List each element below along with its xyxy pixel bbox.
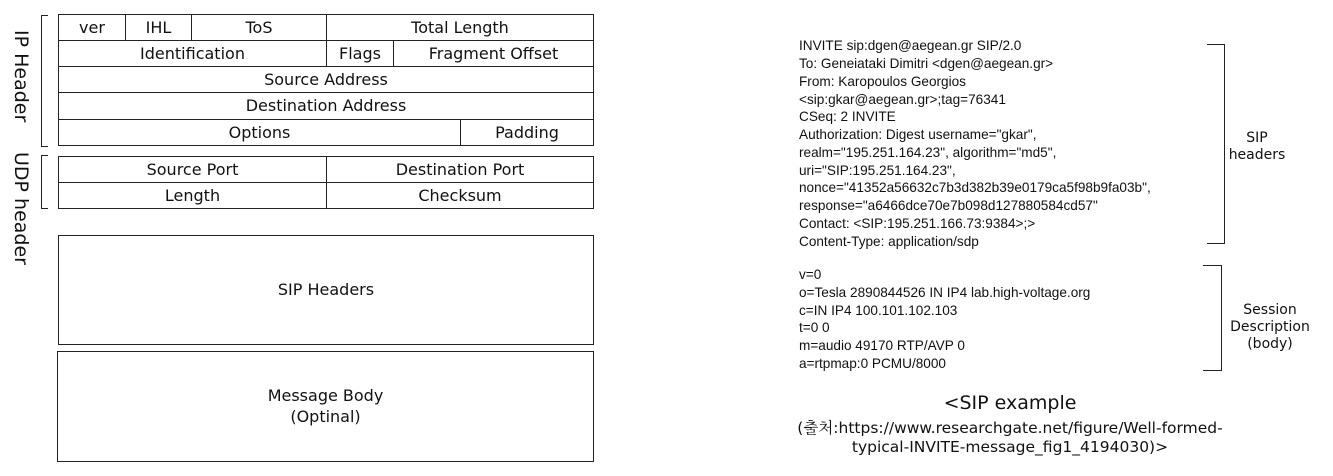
- udp-header-bracket: [41, 155, 48, 209]
- session-description-side-label: [1223, 302, 1317, 353]
- ip-padding-cell: [460, 119, 594, 146]
- udp-header-label: UDP header: [10, 152, 32, 265]
- ip-tos-text: ToS: [245, 17, 273, 37]
- ip-identification-cell: [58, 40, 327, 67]
- sip-headers-side-label-line2: headers: [1228, 147, 1286, 163]
- udp-source-port-cell: [58, 156, 327, 183]
- ip-ihl-text: IHL: [145, 17, 172, 37]
- caption-title: <SIP example: [943, 392, 1077, 414]
- ip-ver-cell: [58, 14, 126, 41]
- sip-header-line: INVITE sip:dgen@aegean.gr SIP/2.0: [799, 38, 1022, 53]
- ip-flags-text: Flags: [339, 43, 381, 63]
- ip-fragment-offset-cell: [393, 40, 594, 67]
- udp-length-text: Length: [164, 185, 221, 205]
- ip-destination-address-text: Destination Address: [245, 96, 407, 115]
- udp-length-cell: [58, 182, 327, 209]
- session-description-label-line3: (body): [1247, 336, 1293, 352]
- sdp-body-line: a=rtpmap:0 PCMU/8000: [799, 356, 946, 371]
- ip-ver-text: ver: [79, 17, 105, 37]
- ip-header-label: IP Header: [10, 30, 32, 123]
- message-body-label: Message Body: [267, 385, 384, 405]
- ip-total-length-cell: [326, 14, 594, 41]
- sip-header-line: uri="SIP:195.251.164.23",: [799, 163, 956, 178]
- ip-total-length-text: Total Length: [411, 17, 509, 37]
- ip-options-cell: [58, 119, 461, 146]
- ip-source-address-text: Source Address: [264, 69, 388, 89]
- sdp-body-line: v=0: [799, 267, 822, 282]
- ip-header-bracket: [41, 15, 48, 147]
- sip-headers-box-label: SIP Headers: [277, 279, 375, 299]
- udp-checksum-text: Checksum: [418, 185, 502, 205]
- udp-destination-port-text: Destination Port: [395, 159, 525, 179]
- sip-header-line: Content-Type: application/sdp: [799, 234, 979, 249]
- session-description-label-line2: Description: [1230, 319, 1310, 335]
- sdp-body-line: o=Tesla 2890844526 IN IP4 lab.high-voltage.org: [799, 285, 1091, 300]
- caption-source-line1: (출처:https://www.researchgate.net/figure/Well-formed-: [797, 419, 1223, 437]
- session-description-bracket: [1203, 265, 1222, 371]
- ip-flags-cell: [326, 40, 394, 67]
- sip-header-line: response="a6466dce70e7b098d127880584cd57": [799, 198, 1098, 213]
- sip-header-line: Contact: <SIP:195.251.166.73:9384>;>: [799, 216, 1036, 231]
- sip-header-line: realm="195.251.164.23", algorithm="md5",: [799, 145, 1057, 160]
- message-body-optional-label: (Optinal): [290, 406, 361, 426]
- ip-fragment-offset-text: Fragment Offset: [428, 43, 559, 63]
- caption-source-line2: typical-INVITE-message_fig1_4194030)>: [851, 438, 1169, 456]
- ip-options-text: Options: [228, 122, 291, 142]
- udp-checksum-cell: [326, 182, 594, 209]
- udp-destination-port-cell: [326, 156, 594, 183]
- sip-headers-side-label: [1222, 130, 1292, 164]
- sip-header-line: To: Geneiataki Dimitri <dgen@aegean.gr>: [799, 56, 1054, 71]
- sdp-body-line: c=IN IP4 100.101.102.103: [799, 303, 958, 318]
- sip-header-line: From: Karopoulos Georgios: [799, 74, 966, 89]
- sdp-body-line: t=0 0: [799, 320, 830, 335]
- sip-headers-side-label-line1: SIP: [1246, 130, 1268, 146]
- session-description-label-line1: Session: [1243, 302, 1297, 318]
- sip-header-line: Authorization: Digest username="gkar",: [799, 127, 1037, 142]
- sip-headers-box: [58, 235, 594, 345]
- sdp-body-line: m=audio 49170 RTP/AVP 0: [799, 338, 965, 353]
- ip-destination-address-cell: [58, 92, 594, 120]
- ip-padding-text: Padding: [495, 122, 559, 142]
- message-body-box: [57, 351, 594, 462]
- sip-header-line: <sip:gkar@aegean.gr>;tag=76341: [799, 92, 1006, 107]
- ip-ihl-cell: [125, 14, 192, 41]
- sip-header-line: CSeq: 2 INVITE: [799, 109, 896, 124]
- ip-identification-text: Identification: [140, 43, 245, 63]
- ip-source-address-cell: [58, 66, 594, 93]
- sip-header-line: nonce="41352a56632c7b3d382b39e0179ca5f98b9fa03b",: [799, 180, 1151, 195]
- ip-tos-cell: [191, 14, 327, 41]
- udp-source-port-text: Source Port: [146, 159, 239, 179]
